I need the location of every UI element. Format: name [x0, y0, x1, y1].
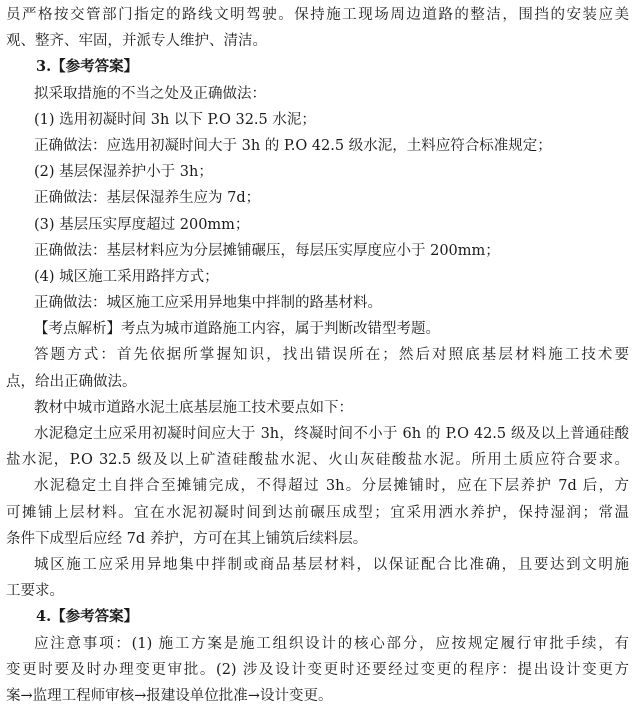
text-line: (2) 基层保湿养护小于 3h；	[34, 164, 213, 181]
text-line: 答题方式：首先依据所掌握知识，找出错误所在；然后对照底基层材料施工技术要	[34, 347, 629, 364]
text-line: 水泥稳定土应采用初凝时间应大于 3h，终凝时间不小于 6h 的 P.O 42.5 级及以上普通硅酸	[34, 426, 629, 442]
text-line: 点，给出正确做法。	[6, 373, 137, 390]
text-line: 拟采取措施的不当之处及正确做法：	[34, 85, 266, 102]
text-line: 教材中城市道路水泥土底基层施工技术要点如下：	[34, 399, 353, 416]
text-line: 条件下成型后应经 7d 养护，方可在其上铺筑后续料层。	[6, 530, 368, 547]
text-line: 正确做法：城区施工应采用异地集中拌制的路基材料。	[34, 295, 382, 312]
text-line: (4) 城区施工采用路拌方式；	[34, 268, 219, 285]
text-line: 工要求。	[6, 583, 64, 600]
text-line: 应注意事项：(1) 施工方案是施工组织设计的核心部分，应按规定履行审批手续，有	[34, 635, 629, 652]
text-line: 盐水泥，P.O 32.5 级及以上矿渣硅酸盐水泥、火山灰硅酸盐水泥。所用土质应符合要求。	[6, 452, 629, 469]
text-line: 观、整齐、牢固，并派专人维护、清洁。	[6, 33, 267, 50]
text-line: 员严格按交管部门指定的路线文明驾驶。保持施工现场周边道路的整洁，围挡的安装应美	[6, 7, 629, 23]
section-heading: 4.【参考答案】	[36, 608, 139, 626]
text-line: 水泥稳定土自拌合至摊铺完成，不得超过 3h。分层摊铺时，应在下层养护 7d 后，方	[34, 478, 629, 495]
text-line: 正确做法：基层材料应为分层摊铺碾压，每层压实厚度应小于 200mm；	[34, 242, 500, 259]
text-line: (3) 基层压实厚度超过 200mm；	[34, 216, 250, 233]
text-line: (1) 选用初凝时间 3h 以下 P.O 32.5 水泥；	[34, 111, 316, 128]
text-line: 案→监理工程师审核→报建设单位批准→设计变更。	[6, 687, 333, 704]
analysis-heading: 【考点解析】考点为城市道路施工内容，属于判断改错型考题。	[34, 321, 440, 338]
text-line: 正确做法：应选用初凝时间大于 3h 的 P.O 42.5 级水泥，土料应符合标准规定；	[34, 137, 552, 154]
text-line: 变更时要及时办理变更审批。(2) 涉及设计变更时还要经过变更的程序：提出设计变更方	[6, 661, 629, 678]
text-line: 城区施工应采用异地集中拌制或商品基层材料，以保证配合比准确，且要达到文明施	[34, 556, 629, 573]
text-line: 可摊铺上层材料。宜在水泥初凝时间到达前碾压成型；宜采用洒水养护，保持湿润；常温	[6, 504, 629, 521]
section-heading: 3.【参考答案】	[36, 58, 139, 76]
text-line: 正确做法：基层保湿养生应为 7d；	[34, 190, 261, 207]
